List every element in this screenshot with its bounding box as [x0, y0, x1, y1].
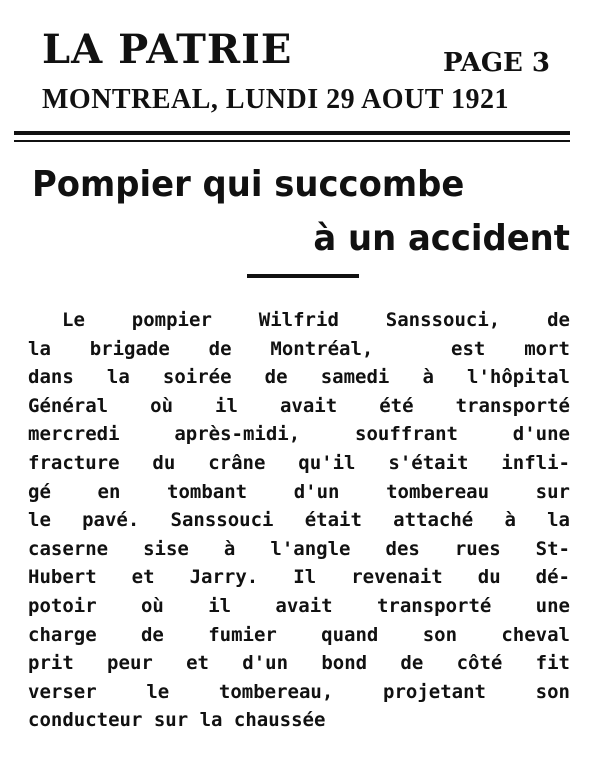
article-line: verser le tombereau, projetant son: [28, 680, 570, 703]
headline-line-1: Pompier qui succombe: [32, 164, 465, 205]
article-line: potoir où il avait transporté une: [28, 594, 570, 617]
article-line: la brigade de Montréal, est mort: [28, 337, 570, 360]
article-line: dans la soirée de samedi à l'hôpital: [28, 366, 570, 389]
article-line: conducteur sur la chaussée: [28, 709, 326, 732]
dateline: MONTREAL, LUNDI 29 AOUT 1921: [42, 84, 509, 115]
headline-separator: [247, 274, 359, 278]
article-line: caserne sise à l'angle des rues St-: [28, 537, 570, 560]
article-line: Hubert et Jarry. Il revenait du dé-: [28, 566, 570, 589]
masthead-rule-thin: [14, 140, 570, 142]
article-line: charge de fumier quand son cheval: [28, 623, 570, 646]
article-body: [28, 306, 570, 735]
article-line: fracture du crâne qu'il s'était infli-: [28, 451, 570, 474]
headline-line-2: à un accident: [313, 218, 570, 259]
article-line: mercredi après-midi, souffrant d'une: [28, 423, 570, 446]
masthead-rule-thick: [14, 131, 570, 135]
article-line: prit peur et d'un bond de côté fit: [28, 652, 570, 675]
masthead-title: LA PATRIE: [42, 26, 293, 73]
article-line: Général où il avait été transporté: [28, 394, 570, 417]
page-number: PAGE 3: [443, 48, 550, 78]
article-line: Le pompier Wilfrid Sanssouci, de: [62, 309, 570, 331]
article-line: le pavé. Sanssouci était attaché à la: [28, 509, 570, 532]
article-line: gé en tombant d'un tombereau sur: [28, 480, 570, 503]
